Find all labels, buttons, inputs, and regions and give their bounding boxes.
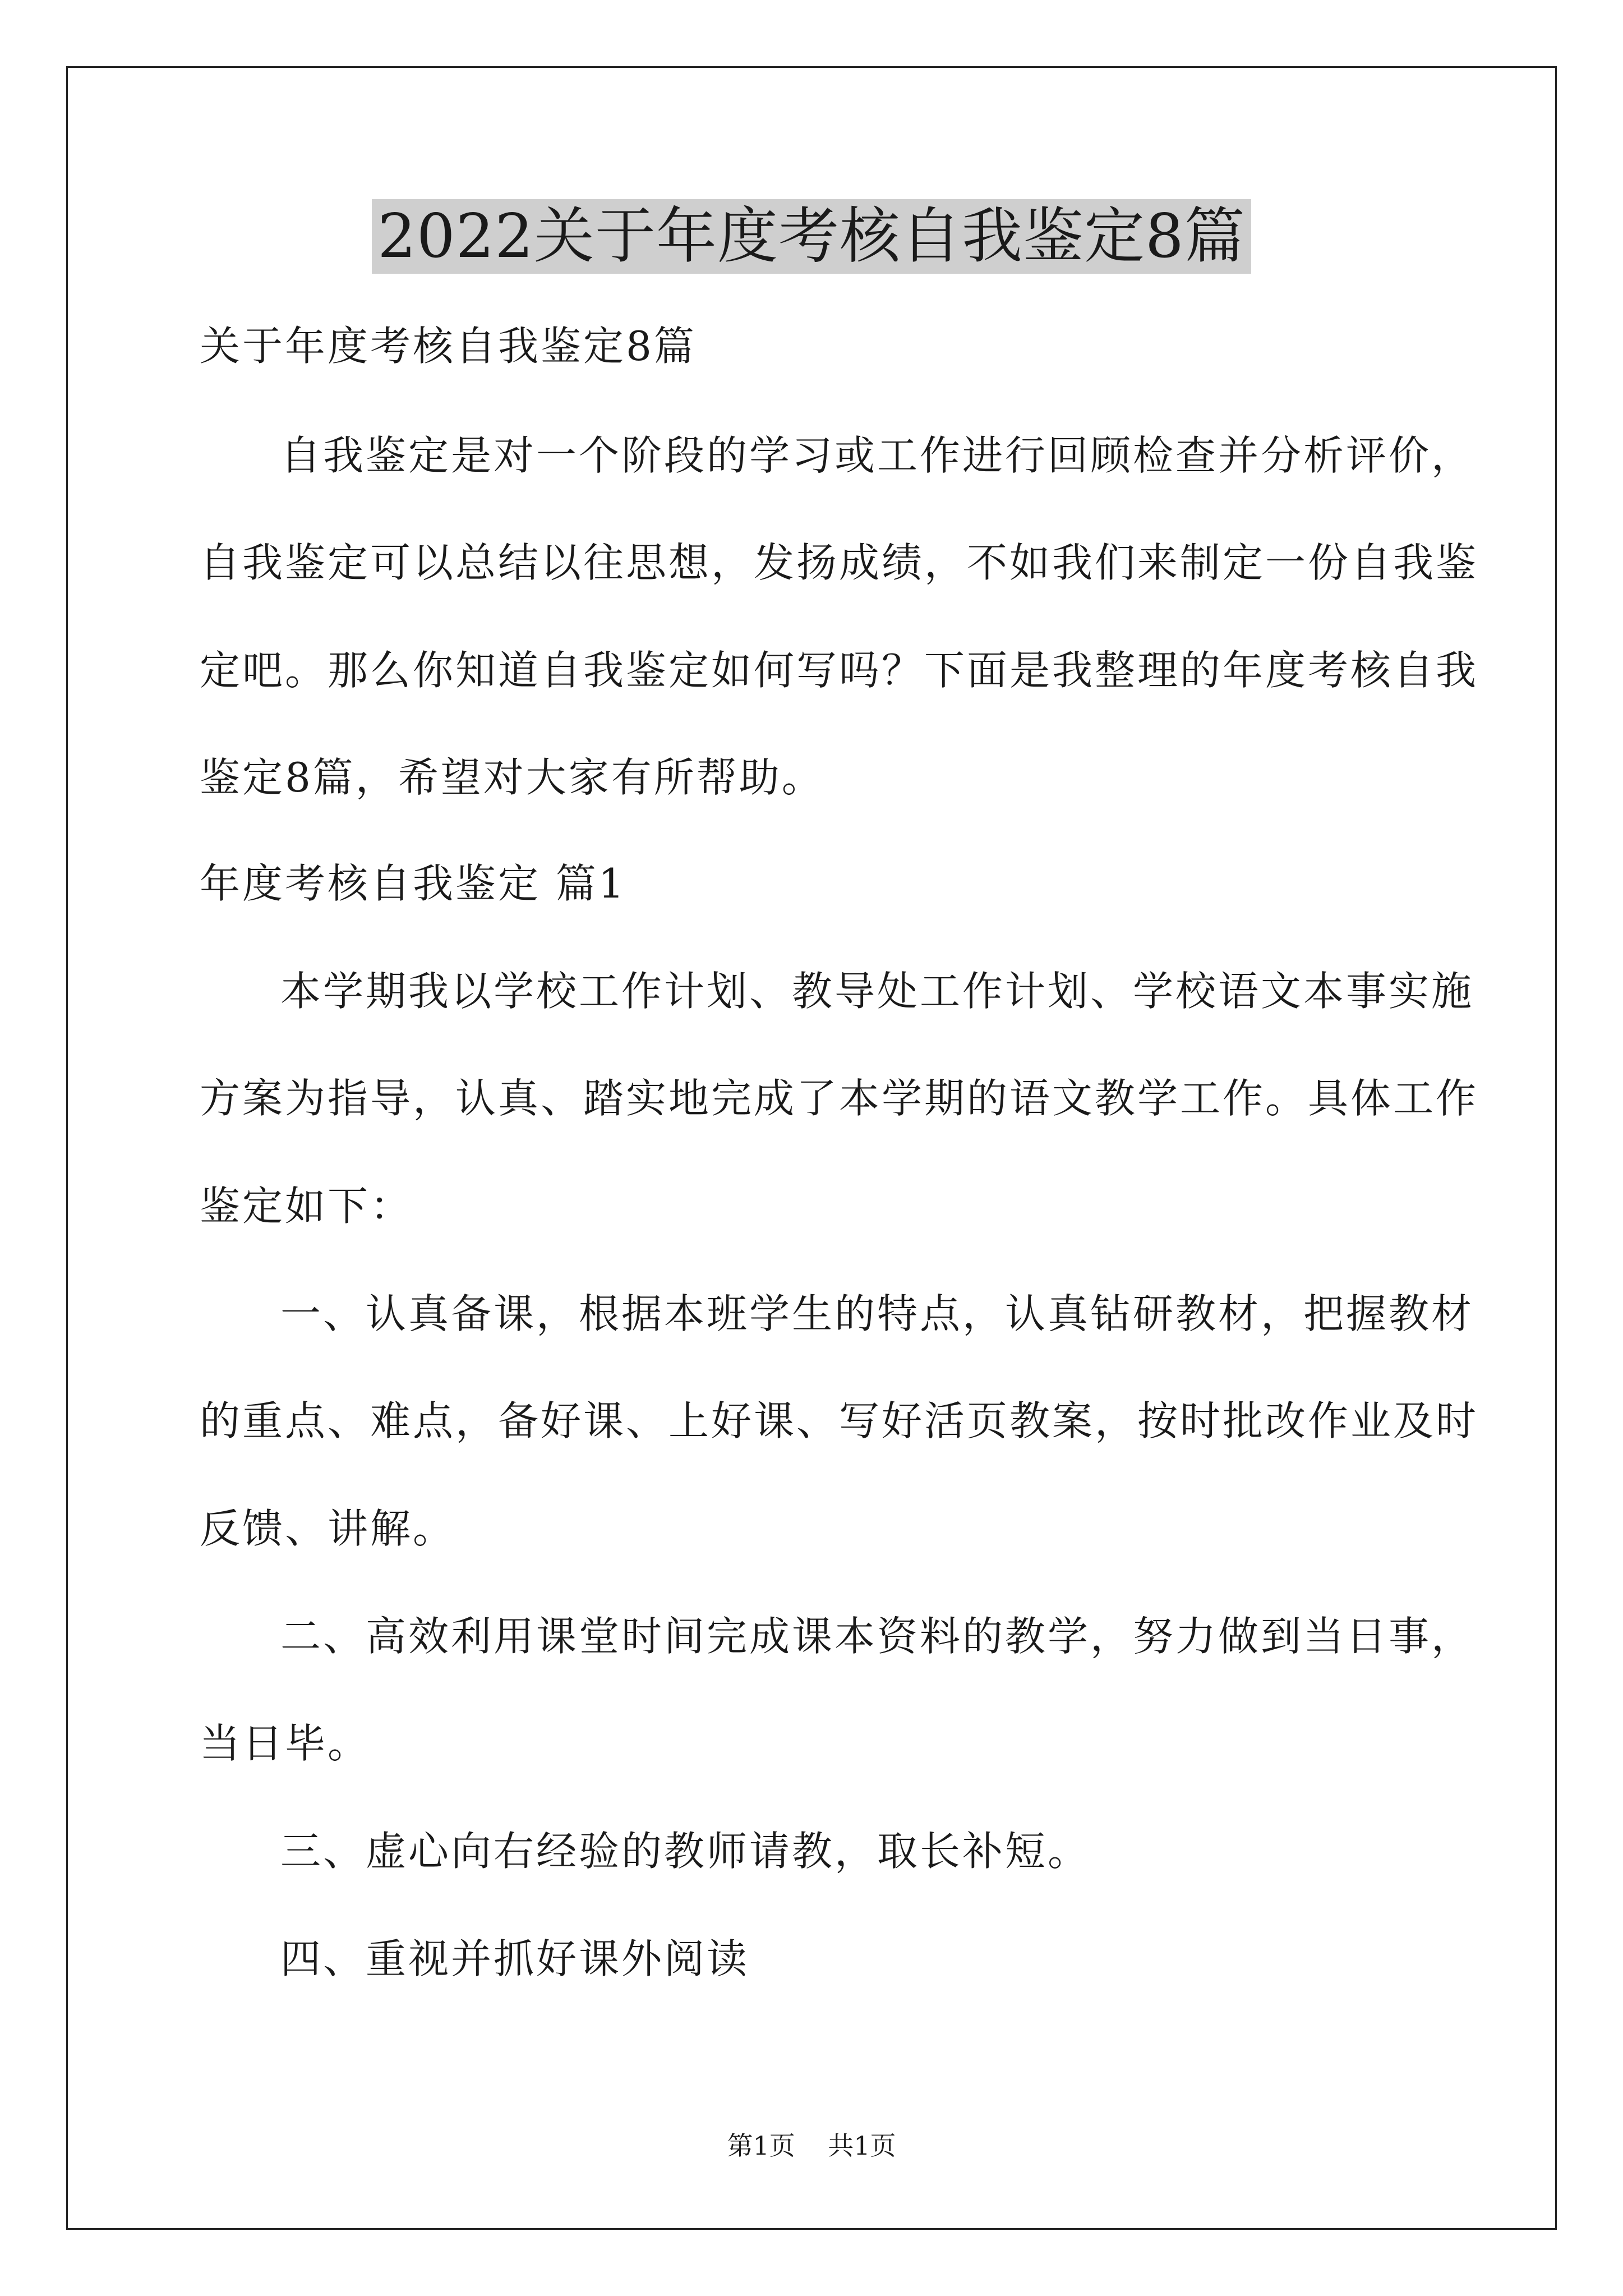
item-2-line-1: 二、高效利用课堂时间完成课本资料的教学，努力做到当日事， — [280, 1613, 1474, 1660]
subtitle-line: 关于年度考核自我鉴定8篇 — [200, 323, 697, 370]
document-title — [0, 197, 1623, 276]
intro-line-2: 自我鉴定可以总结以往思想，发扬成绩，不如我们来制定一份自我鉴 — [200, 539, 1479, 586]
section-heading: 年度考核自我鉴定 篇1 — [200, 860, 626, 907]
document-title-text: 2022关于年度考核自我鉴定8篇 — [372, 199, 1251, 274]
page-footer: 第1页 共1页 — [727, 2131, 896, 2161]
item-1-line-1: 一、认真备课，根据本班学生的特点，认真钻研教材，把握教材 — [280, 1290, 1474, 1337]
item-1-line-3: 反馈、讲解。 — [200, 1505, 456, 1552]
body-line-1: 本学期我以学校工作计划、教导处工作计划、学校语文本事实施 — [280, 968, 1474, 1015]
body-line-2: 方案为指导，认真、踏实地完成了本学期的语文教学工作。具体工作 — [200, 1075, 1479, 1122]
body-line-3: 鉴定如下： — [200, 1182, 413, 1230]
item-3-line-1: 三、虚心向右经验的教师请教，取长补短。 — [280, 1828, 1091, 1875]
item-1-line-2: 的重点、难点，备好课、上好课、写好活页教案，按时批改作业及时 — [200, 1397, 1479, 1444]
item-4-line-1: 四、重视并抓好课外阅读 — [280, 1935, 750, 1982]
intro-line-3: 定吧。那么你知道自我鉴定如何写吗？下面是我整理的年度考核自我 — [200, 647, 1479, 694]
page-border — [66, 66, 1557, 2230]
intro-line-4: 鉴定8篇，希望对大家有所帮助。 — [200, 754, 824, 801]
item-2-line-2: 当日毕。 — [200, 1720, 371, 1767]
intro-line-1: 自我鉴定是对一个阶段的学习或工作进行回顾检查并分析评价， — [280, 432, 1474, 479]
